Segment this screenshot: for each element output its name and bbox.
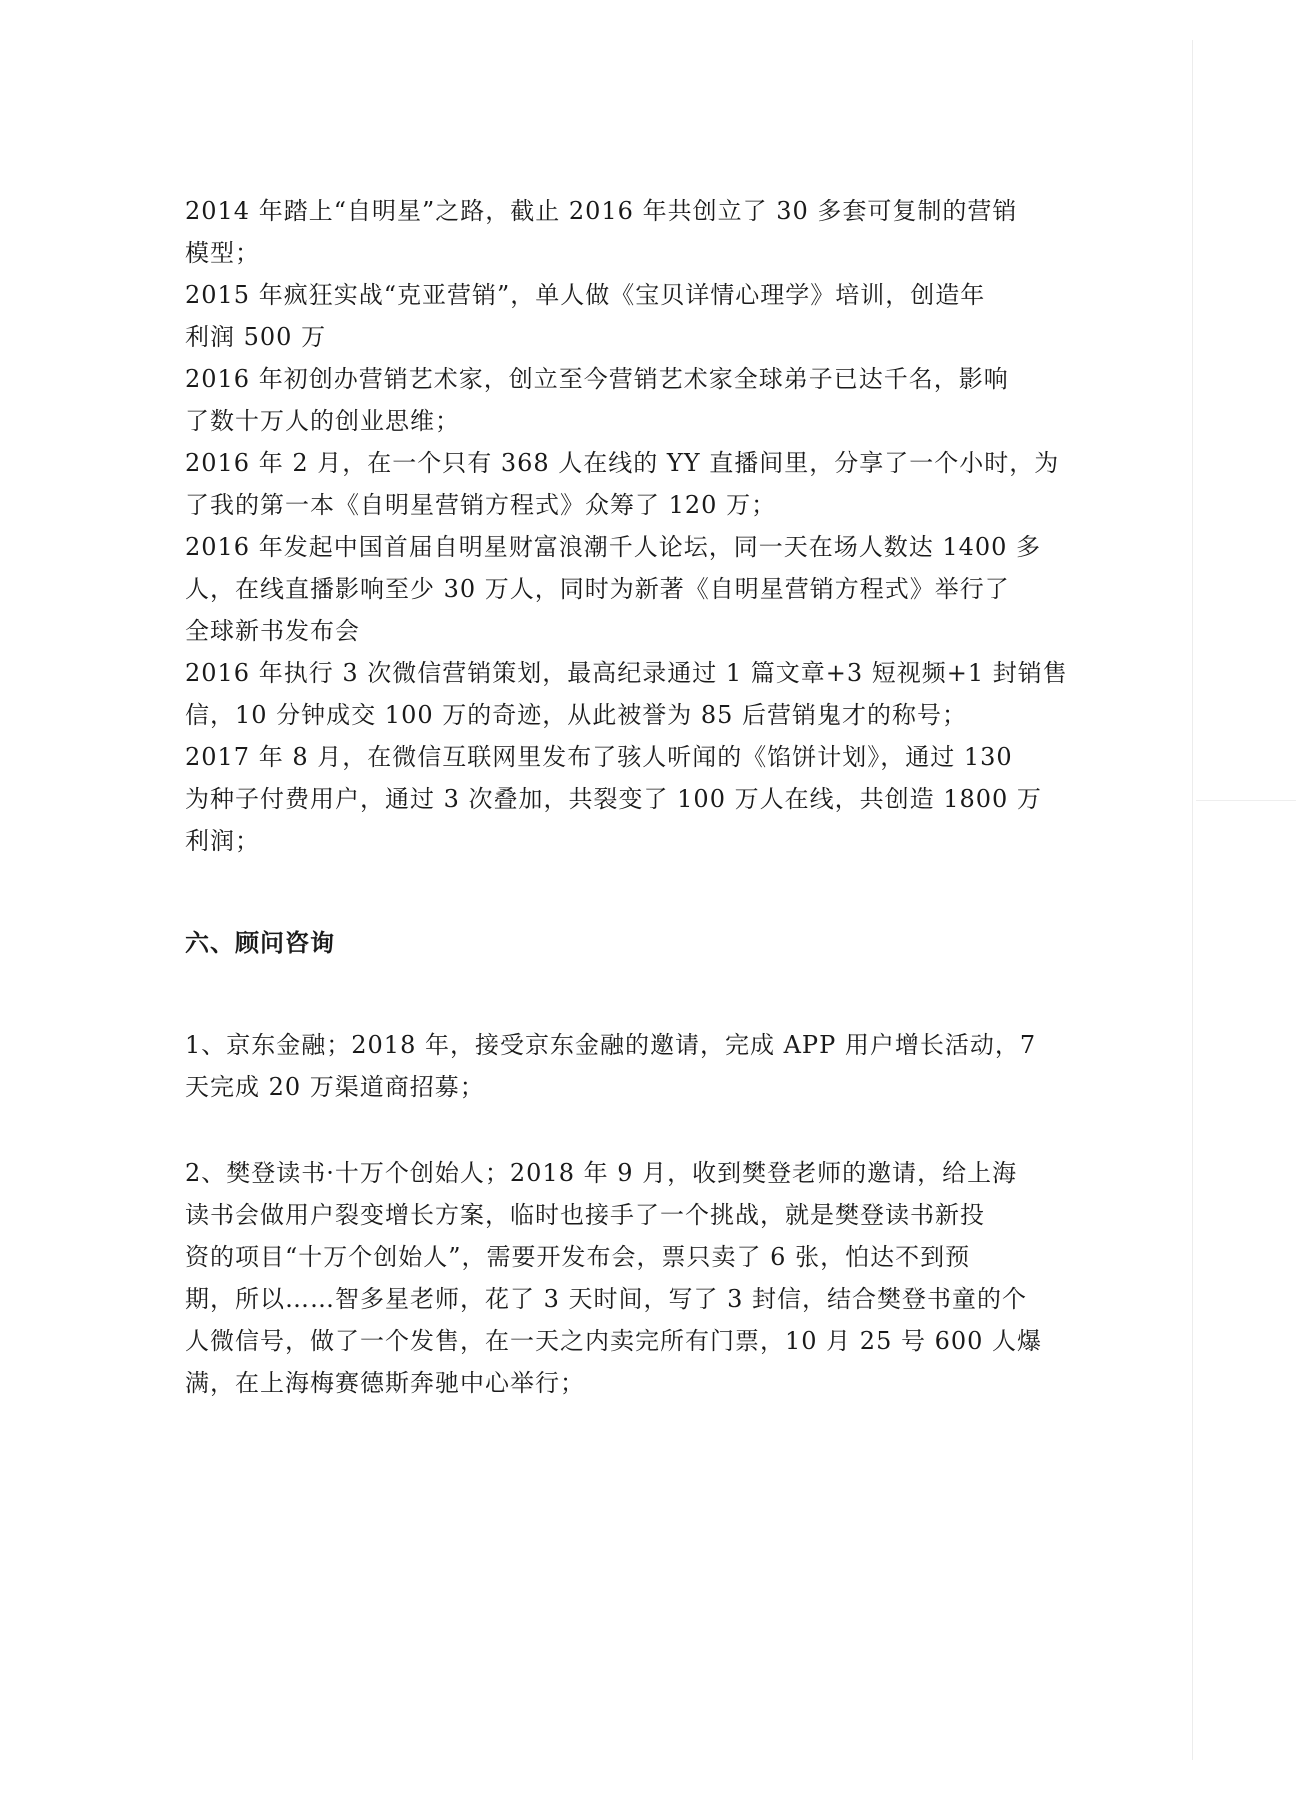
timeline-list (185, 190, 1068, 862)
timeline-entry-2017: 2017 年 8 月，在微信互联网里发布了骇人听闻的《馅饼计划》，通过 130 为种子付费用户，通过 3 次叠加，共裂变了 100 万人在线，共创造 1800 万 利润； (185, 743, 1042, 855)
timeline-entry-2016-forum: 2016 年发起中国首届自明星财富浪潮千人论坛，同一天在场人数达 1400 多 人，在线直播影响至少 30 万人，同时为新著《自明星营销方程式》举行了 全球新书发布会 (185, 533, 1042, 645)
timeline-entry-2016-founding: 2016 年初创办营销艺术家，创立至今营销艺术家全球弟子已达千名，影响 了数十万人的创业思维； (185, 365, 1009, 435)
section-heading: 六、顾问咨询 (185, 929, 335, 957)
consulting-item-fandeng: 2、樊登读书·十万个创始人；2018 年 9 月，收到樊登老师的邀请，给上海 读书会做用户裂变增长方案，临时也接手了一个挑战，就是樊登读书新投 资的项目“十万个创始人”，需要开发布会，票只卖了 6 张，怕达不到预 期，所以……智多星老师，花了 3 天时间，写了 3 封信，结合樊登书童的个 人微信号，做了一个发售，在一天之内卖完所有门票，10 月 25 号 600 人爆 满，在上海梅赛德斯奔驰中心举行； (185, 1159, 1043, 1397)
scan-edge-line (1192, 40, 1193, 1760)
document-body (185, 190, 1068, 1404)
timeline-entry-2014: 2014 年踏上“自明星”之路，截止 2016 年共创立了 30 多套可复制的营销 模型； (185, 197, 1018, 267)
timeline-entry-2015: 2015 年疯狂实战“克亚营销”，单人做《宝贝详情心理学》培训，创造年 利润 500 万 (185, 281, 986, 351)
timeline-entry-2016-feb: 2016 年 2 月，在一个只有 368 人在线的 YY 直播间里，分享了一个小时，为 了我的第一本《自明星营销方程式》众筹了 120 万； (185, 449, 1060, 519)
scan-edge-mark (1196, 800, 1296, 801)
consulting-item-jd-finance: 1、京东金融；2018 年，接受京东金融的邀请，完成 APP 用户增长活动，7 天完成 20 万渠道商招募； (185, 1031, 1037, 1101)
timeline-entry-2016-wechat: 2016 年执行 3 次微信营销策划，最高纪录通过 1 篇文章+3 短视频+1 封销售 信，10 分钟成交 100 万的奇迹，从此被誉为 85 后营销鬼才的称号； (185, 659, 1068, 729)
